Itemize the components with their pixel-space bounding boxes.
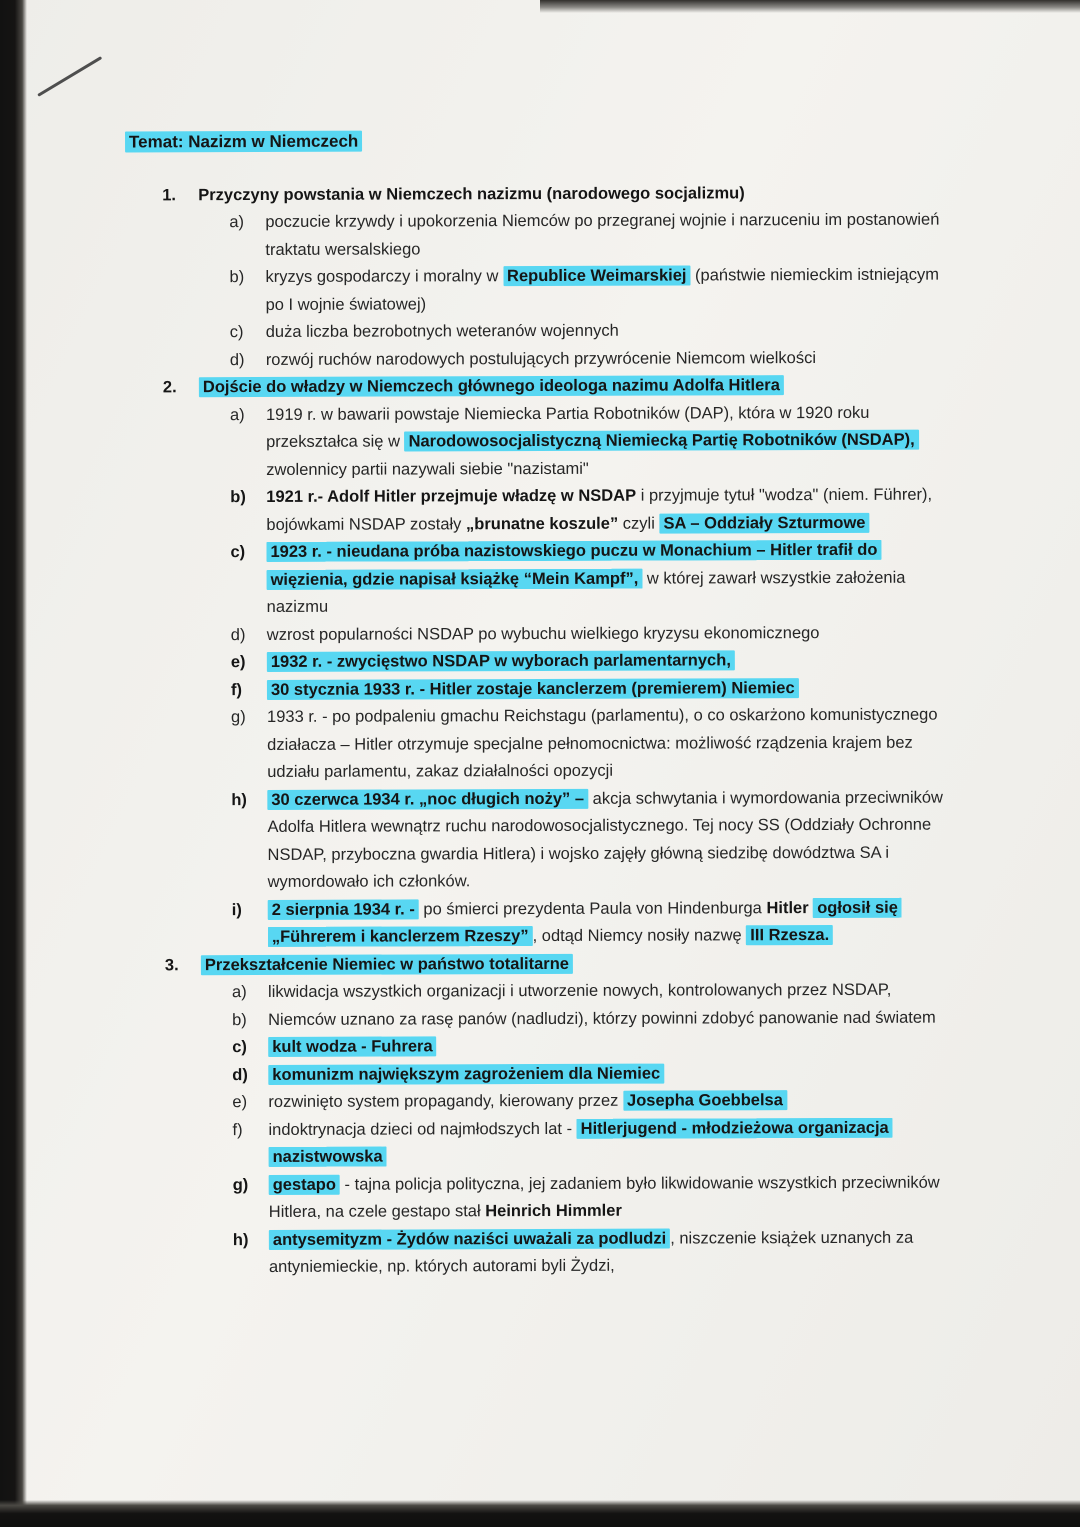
bold-text: „brunatne koszule” <box>465 514 619 533</box>
list-item <box>127 674 957 704</box>
section <box>125 179 956 374</box>
item-text <box>267 674 957 704</box>
scan-edge-top-right <box>540 0 1080 13</box>
item-letter: a) <box>229 405 245 424</box>
item-text <box>267 702 957 787</box>
list-item <box>128 1004 958 1034</box>
list-item <box>127 647 957 677</box>
item-letter: g) <box>232 1175 249 1194</box>
highlighted-text: Republice Weimarskiej <box>503 265 691 286</box>
item-letter: b) <box>230 488 246 507</box>
item-letter: b) <box>232 1010 247 1029</box>
text-run: (państwie niemieckim istniejącym po I wojnie światowej) <box>265 265 939 314</box>
highlighted-text: 2 sierpnia 1934 r. - <box>268 899 419 920</box>
item-letter: i) <box>231 900 242 919</box>
item-text <box>268 1114 958 1171</box>
section-heading <box>128 949 958 979</box>
section <box>126 372 958 952</box>
highlighted-text: Temat: Nazizm w Niemczech <box>125 131 362 153</box>
list-item <box>129 1169 959 1227</box>
list-item <box>127 702 957 787</box>
document-body <box>125 179 959 1282</box>
document-title <box>125 128 362 156</box>
item-text <box>268 894 958 951</box>
list-item <box>128 1032 958 1062</box>
item-letter: e) <box>230 653 246 672</box>
section-title <box>198 179 955 209</box>
item-text <box>268 1032 958 1062</box>
highlighted-text: gestapo <box>269 1174 340 1194</box>
item-text <box>266 344 956 374</box>
highlighted-text: Josepha Goebbelsa <box>623 1090 787 1111</box>
text-run: poczucie krzywdy i upokorzenia Niemców po przegranej wojnie i narzuceniu im postanowień traktatu wersalskiego <box>265 210 940 259</box>
item-letter: a) <box>229 213 245 232</box>
item-letter: a) <box>231 983 247 1002</box>
item-letter: c) <box>229 323 244 342</box>
section-number: 3. <box>164 955 179 974</box>
section <box>128 949 959 1282</box>
highlighted-text: antysemityzm - Żydów naziści uważali za podludzi <box>269 1228 670 1249</box>
section-heading <box>126 372 956 402</box>
text-run: Niemców uznano za rasę panów (nadludzi), którzy powinni zdobyć panowanie nad światem <box>268 1008 936 1029</box>
list-item <box>127 619 957 649</box>
item-letter: e) <box>232 1093 248 1112</box>
section-heading <box>125 179 955 209</box>
item-text <box>268 1087 958 1117</box>
item-text <box>265 262 955 319</box>
scan-edge-bottom <box>0 1500 1080 1527</box>
item-text <box>267 647 957 677</box>
text-run: 1933 r. - po podpaleniu gmachu Reichstagu (parlamentu), o co oskarżono komunistycznego działacza – Hitler otrzymuje specjalne pełnomocnictwa: możliwość rządzenia krajem bez udziału parlamentu, zakaz działalności opozycji <box>267 705 938 781</box>
scan-edge-left <box>0 0 27 1527</box>
text-run: wzrost popularności NSDAP po wybuchu wielkiego kryzysu ekonomicznego <box>266 623 820 644</box>
bold-text: Hitler <box>766 898 814 917</box>
item-text <box>266 399 956 484</box>
text-run: akcja schwytania i wymordowania przeciwników Adolfa Hitlera wewnątrz ruchu narodowosocjalistycznego. Tej nocy SS (Oddziały Ochronne NSDAP, przyboczna gwardia Hitlera) i wojsko zajęły główną siedzibę dowództwa SA i wymordowało ich członków. <box>267 788 943 891</box>
list-item <box>128 1087 958 1117</box>
item-letter: h) <box>232 1230 249 1249</box>
section-title <box>201 949 958 979</box>
highlighted-text: SA – Oddziały Szturmowe <box>659 512 869 533</box>
highlighted-text: Przekształcenie Niemiec w państwo totalitarne <box>201 953 573 974</box>
bold-text: Heinrich Himmler <box>485 1201 622 1221</box>
list-item <box>127 784 957 897</box>
text-run: - tajna policja polityczna, jej zadaniem było likwidowanie wszystkich przeciwników Hitlera, na czele gestapo stał <box>268 1173 940 1221</box>
text-run: , odtąd Niemcy nosiły nazwę <box>532 926 747 946</box>
list-item <box>128 1114 958 1172</box>
item-letter: c) <box>230 543 246 562</box>
text-run: 1919 r. w bawarii powstaje Niemiecka Partia Robotników (DAP), która w 1920 roku przekształca się w <box>265 403 870 451</box>
highlighted-text: Dojście do władzy w Niemczech głównego ideologa nazimu Adolfa Hitlera <box>199 375 784 397</box>
item-letter: f) <box>230 680 242 699</box>
list-item <box>128 894 958 952</box>
text-run: i przyjmuje tytuł "wodza" (niem. Führer), bojówkami NSDAP zostały <box>266 485 933 534</box>
item-letter: g) <box>231 708 246 727</box>
bold-text: Przyczyny powstania w Niemczech nazizmu (narodowego socjalizmu) <box>198 183 745 204</box>
list-item <box>128 1059 958 1089</box>
highlighted-text: Hitlerjugend - młodzieżowa organizacja nazistwowska <box>269 1117 893 1167</box>
text-run: likwidacja wszystkich organizacji i utworzenie nowych, kontrolowanych przez NSDAP, <box>267 980 892 1001</box>
bold-text: 1921 r.- Adolf Hitler przejmuje władzę w NSDAP <box>266 486 637 506</box>
item-text <box>269 1169 959 1226</box>
section-number: 2. <box>162 378 177 397</box>
highlighted-text: ogłosił się „Führerem i kanclerzem Rzeszy” <box>268 897 902 947</box>
item-text <box>266 537 956 622</box>
list-item <box>126 399 956 484</box>
item-text <box>266 317 956 347</box>
text-run: po śmierci prezydenta Paula von Hindenburga <box>418 898 767 918</box>
text-run: indoktrynacja dzieci od najmłodszych lat - <box>268 1119 577 1139</box>
item-text <box>266 482 956 539</box>
list-item <box>129 1224 959 1282</box>
list-item <box>128 977 958 1007</box>
highlighted-text: III Rzesza. <box>746 925 833 945</box>
item-text <box>267 784 957 896</box>
highlighted-text: 30 czerwca 1934 r. „noc długich noży” – <box>267 788 588 809</box>
section-number: 1. <box>162 185 177 204</box>
text-run: zwolennicy partii nazywali siebie "nazistami" <box>266 459 589 479</box>
item-letter: h) <box>231 790 247 809</box>
highlighted-text: kult wodza - Fuhrera <box>268 1036 437 1057</box>
text-run: kryzys gospodarczy i moralny w <box>265 267 504 286</box>
item-text <box>268 1059 958 1089</box>
list-item <box>125 262 955 320</box>
list-item <box>126 344 956 374</box>
item-text <box>269 1224 959 1281</box>
highlighted-text: Narodowosocjalistyczną Niemiecką Partię Robotników (NSDAP), <box>405 430 919 452</box>
item-text <box>268 977 958 1007</box>
text-run: czyli <box>618 514 660 533</box>
list-item <box>126 482 956 540</box>
item-text <box>267 619 957 649</box>
item-letter: d) <box>230 625 246 644</box>
section-title <box>199 372 956 402</box>
highlighted-text: 30 stycznia 1933 r. - Hitler zostaje kanclerzem (premierem) Niemiec <box>267 678 799 700</box>
item-letter: c) <box>232 1038 247 1057</box>
highlighted-text: komunizm największym zagrożeniem dla Niemiec <box>268 1063 664 1084</box>
item-text <box>268 1004 958 1034</box>
highlighted-text: 1923 r. - nieudana próba nazistowskiego puczu w Monachium – Hitler trafił do więzienia, gdzie napisał książkę “Mein Kampf”, <box>266 540 881 590</box>
list-item <box>125 207 955 265</box>
item-letter: d) <box>229 350 245 369</box>
text-run: rozwinięto system propagandy, kierowany przez <box>268 1091 624 1111</box>
text-run: w której zawarł wszystkie założenia nazizmu <box>266 568 906 616</box>
scanned-document-page <box>125 126 959 1282</box>
item-text <box>265 207 955 264</box>
item-letter: b) <box>229 268 245 287</box>
pen-check-mark <box>37 56 102 97</box>
text-run: duża liczba bezrobotnych weteranów wojennych <box>265 321 619 341</box>
item-letter: d) <box>232 1065 248 1084</box>
item-letter: f) <box>232 1120 243 1139</box>
list-item <box>126 537 956 622</box>
text-run: , niszczenie książek uznanych za antyniemieckie, np. których autorami byli Żydzi, <box>268 1228 914 1276</box>
list-item <box>126 317 956 347</box>
text-run: rozwój ruchów narodowych postulujących przywrócenie Niemcom wielkości <box>265 348 817 369</box>
highlighted-text: 1932 r. - zwycięstwo NSDAP w wyborach parlamentarnych, <box>267 650 735 672</box>
